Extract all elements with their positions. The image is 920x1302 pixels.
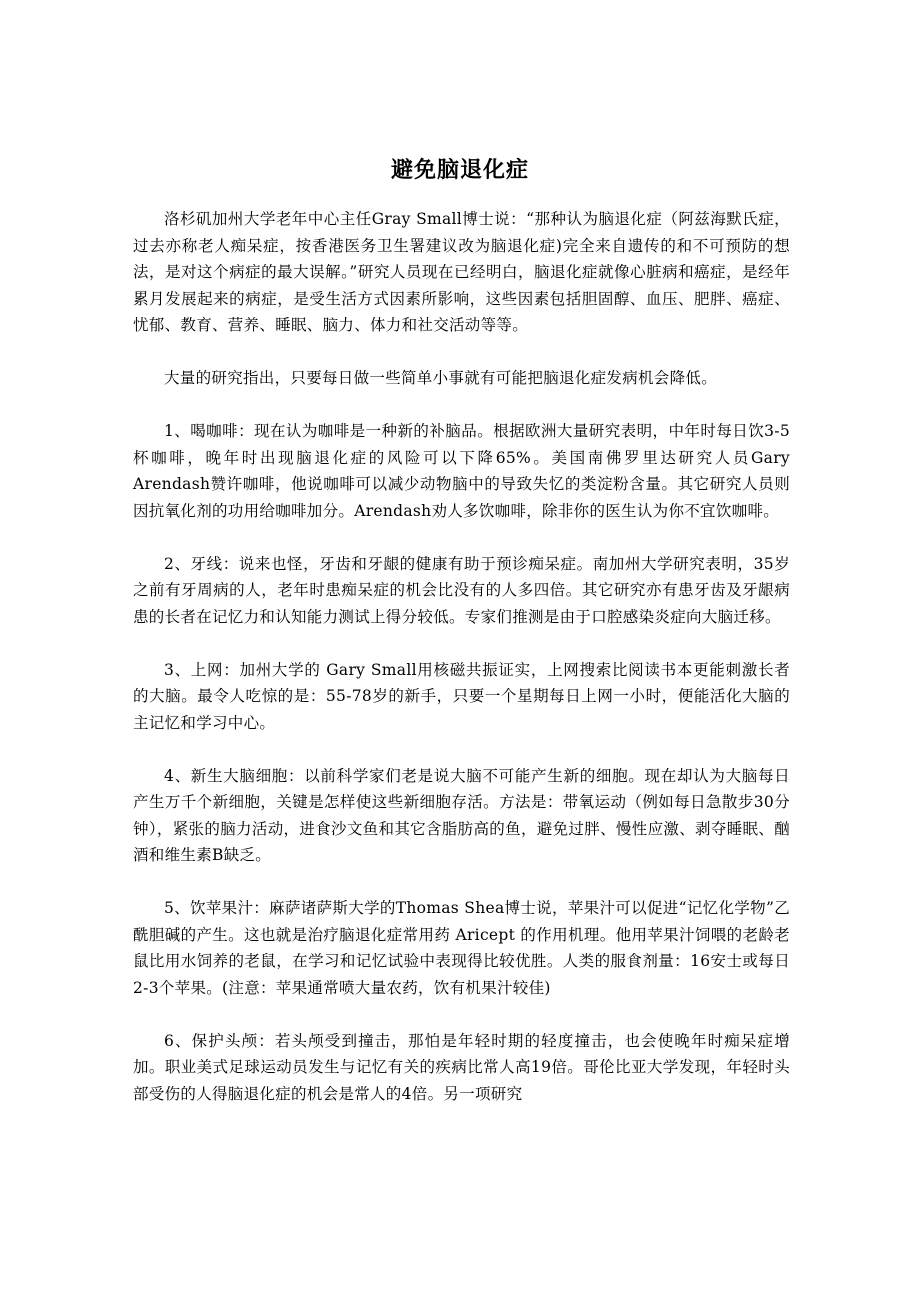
document-title: 避免脑退化症 — [390, 158, 529, 183]
paragraph-gap — [133, 736, 790, 763]
summary-paragraph: 大量的研究指出，只要每日做一些简单小事就有可能把脑退化症发病机会降低。 — [164, 369, 718, 387]
paragraph-gap — [133, 524, 790, 551]
paragraph-gap — [133, 339, 790, 366]
tip-floss-paragraph: 2、牙线：说来也怪，牙齿和牙龈的健康有助于预诊痴呆症。南加州大学研究表明，35岁之前有牙周病的人，老年时患痴呆症的机会比没有的人多四倍。其它研究亦有患牙齿及牙龈病患的长者在记忆力和认知能力测试上得分较低。专家们推测是由于口腔感染炎症向大脑迁移。 — [133, 554, 790, 626]
document-body — [133, 206, 790, 1107]
paragraph-gap — [133, 1001, 790, 1028]
tip-internet-paragraph: 3、上网：加州大学的 Gary Small用核磁共振证实，上网搜索比阅读书本更能刺激长者的大脑。最令人吃惊的是：55-78岁的新手，只要一个星期每日上网一小时，便能活化大脑的主记忆和学习中心。 — [133, 660, 790, 732]
paragraph-gap — [133, 869, 790, 896]
intro-paragraph: 洛杉矶加州大学老年中心主任Gray Small博士说：“那种认为脑退化症（阿兹海默氏症，过去亦称老人痴呆症，按香港医务卫生署建议改为脑退化症)完全来自遗传的和不可预防的想法，是对这个病症的最大误解。”研究人员现在已经明白，脑退化症就像心脏病和癌症，是经年累月发展起来的病症，是受生活方式因素所影响，这些因素包括胆固醇、血压、肥胖、癌症、忧郁、教育、营养、睡眠、脑力、体力和社交活动等等。 — [133, 210, 790, 334]
tip-brain-cells-paragraph: 4、新生大脑细胞：以前科学家们老是说大脑不可能产生新的细胞。现在却认为大脑每日产生万千个新细胞，关键是怎样使这些新细胞存活。方法是：带氧运动（例如每日急散步30分钟），紧张的脑力活动，进食沙文鱼和其它含脂肪高的鱼，避免过胖、慢性应激、剥夺睡眠、酗酒和维生素B缺乏。 — [133, 766, 790, 864]
tip-coffee-paragraph: 1、喝咖啡：现在认为咖啡是一种新的补脑品。根据欧洲大量研究表明，中年时每日饮3-5杯咖啡，晚年时出现脑退化症的风险可以下降65%。美国南佛罗里达研究人员Gary Arendash赞许咖啡，他说咖啡可以减少动物脑中的导致失忆的类淀粉含量。其它研究人员则因抗氧化剂的功用给咖啡加分。Arendash劝人多饮咖啡，除非你的医生认为你不宜饮咖啡。 — [133, 422, 790, 520]
paragraph-gap — [133, 630, 790, 657]
paragraph-gap — [133, 392, 790, 419]
tip-protect-head-paragraph: 6、保护头颅：若头颅受到撞击，那怕是年轻时期的轻度撞击，也会使晚年时痴呆症增加。职业美式足球运动员发生与记忆有关的疾病比常人高19倍。哥伦比亚大学发现，年轻时头部受伤的人得脑退化症的机会是常人的4倍。另一项研究 — [133, 1031, 790, 1103]
tip-apple-juice-paragraph: 5、饮苹果汁：麻萨诸萨斯大学的Thomas Shea博士说，苹果汁可以促进“记忆化学物”乙酰胆碱的产生。这也就是治疗脑退化症常用药 Aricept 的作用机理。他用苹果汁饲喂的老龄老鼠比用水饲养的老鼠，在学习和记忆试验中表现得比较优胜。人类的服食剂量：16安士或每日2-3个苹果。(注意：苹果通常喷大量农药，饮有机果汁较佳) — [133, 899, 790, 997]
